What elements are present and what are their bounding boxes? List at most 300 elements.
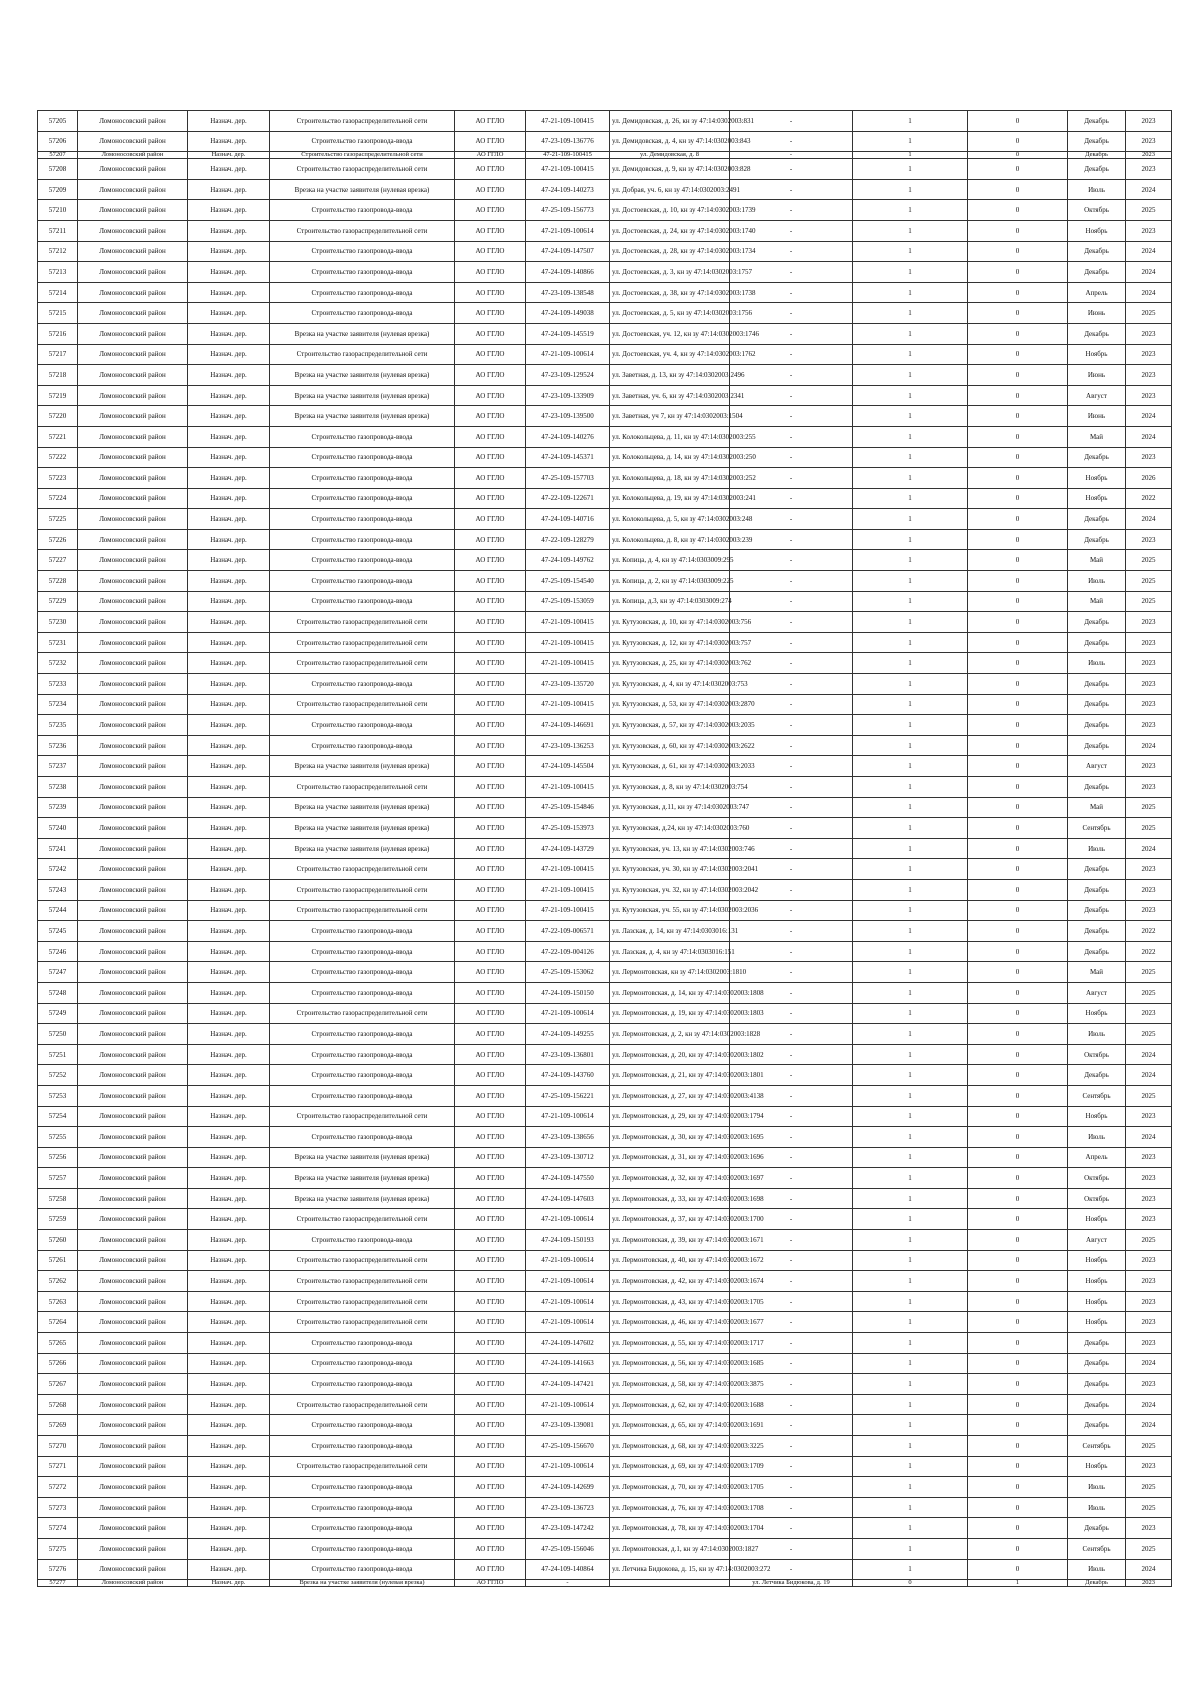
cell-count-with-cadastral: 1 <box>853 735 968 756</box>
cell-settlement: Назнач. дер. <box>188 344 270 365</box>
cell-year: 2023 <box>1126 220 1172 241</box>
cell-address-no-cadastral: - <box>730 1085 853 1106</box>
cell-work-type: Строительство газораспределительной сети <box>270 1271 455 1292</box>
cell-row-number: 57240 <box>38 818 78 839</box>
cell-district: Ломоносовский район <box>78 159 188 180</box>
cell-count-without-cadastral: 0 <box>968 426 1068 447</box>
cell-month: Ноябрь <box>1068 468 1126 489</box>
cell-organization: АО ГГЛО <box>455 509 526 530</box>
cell-settlement: Назнач. дер. <box>188 200 270 221</box>
cell-row-number: 57226 <box>38 529 78 550</box>
cell-year: 2024 <box>1126 241 1172 262</box>
cell-count-without-cadastral: 0 <box>968 303 1068 324</box>
cell-year: 2025 <box>1126 1538 1172 1559</box>
cell-settlement: Назнач. дер. <box>188 303 270 324</box>
cell-month: Декабрь <box>1068 509 1126 530</box>
cell-application-number: 47-24-109-145371 <box>526 447 610 468</box>
cell-work-type: Строительство газораспределительной сети <box>270 879 455 900</box>
cell-district: Ломоносовский район <box>78 1271 188 1292</box>
cell-count-with-cadastral: 1 <box>853 159 968 180</box>
cell-count-with-cadastral: 1 <box>853 921 968 942</box>
cell-address-no-cadastral: - <box>730 797 853 818</box>
table-row <box>38 344 1172 365</box>
cell-district: Ломоносовский район <box>78 344 188 365</box>
cell-address-no-cadastral: - <box>730 159 853 180</box>
cell-work-type: Врезка на участке заявителя (нулевая врезка) <box>270 818 455 839</box>
cell-count-without-cadastral: 0 <box>968 674 1068 695</box>
cell-count-without-cadastral: 0 <box>968 1374 1068 1395</box>
cell-month: Декабрь <box>1068 1394 1126 1415</box>
cell-work-type: Строительство газопровода-ввода <box>270 529 455 550</box>
cell-address-no-cadastral: - <box>730 1024 853 1045</box>
cell-count-without-cadastral: 0 <box>968 1147 1068 1168</box>
cell-count-without-cadastral: 0 <box>968 179 1068 200</box>
cell-organization: АО ГГЛО <box>455 1065 526 1086</box>
table-row <box>38 1044 1172 1065</box>
cell-district: Ломоносовский район <box>78 1147 188 1168</box>
cell-row-number: 57255 <box>38 1127 78 1148</box>
cell-count-with-cadastral: 1 <box>853 1333 968 1354</box>
cell-organization: АО ГГЛО <box>455 1497 526 1518</box>
cell-row-number: 57260 <box>38 1230 78 1251</box>
table-row <box>38 1168 1172 1189</box>
cell-settlement: Назнач. дер. <box>188 111 270 132</box>
table-row <box>38 1374 1172 1395</box>
cell-work-type: Строительство газопровода-ввода <box>270 674 455 695</box>
table-row <box>38 694 1172 715</box>
cell-row-number: 57207 <box>38 152 78 159</box>
cell-settlement: Назнач. дер. <box>188 756 270 777</box>
cell-application-number: 47-23-109-138656 <box>526 1127 610 1148</box>
cell-district: Ломоносовский район <box>78 1456 188 1477</box>
cell-count-with-cadastral: 1 <box>853 468 968 489</box>
cell-address-cadastral: ул. Копица, д.3, кн зу 47:14:0303009:274 <box>610 591 730 612</box>
table-row <box>38 323 1172 344</box>
cell-settlement: Назнач. дер. <box>188 385 270 406</box>
cell-settlement: Назнач. дер. <box>188 797 270 818</box>
cell-count-without-cadastral: 0 <box>968 159 1068 180</box>
cell-year: 2025 <box>1126 1024 1172 1045</box>
cell-year: 2023 <box>1126 1209 1172 1230</box>
cell-row-number: 57205 <box>38 111 78 132</box>
cell-work-type: Строительство газопровода-ввода <box>270 962 455 983</box>
cell-count-with-cadastral: 1 <box>853 982 968 1003</box>
cell-work-type: Строительство газопровода-ввода <box>270 1559 455 1580</box>
cell-count-with-cadastral: 1 <box>853 674 968 695</box>
cell-month: Декабрь <box>1068 241 1126 262</box>
cell-address-no-cadastral: - <box>730 1271 853 1292</box>
cell-count-with-cadastral: 1 <box>853 509 968 530</box>
cell-month: Июль <box>1068 1559 1126 1580</box>
cell-address-cadastral: ул. Копица, д. 2, кн зу 47:14:0303009:225 <box>610 571 730 592</box>
cell-application-number: 47-21-109-100415 <box>526 111 610 132</box>
cell-work-type: Строительство газораспределительной сети <box>270 344 455 365</box>
cell-settlement: Назнач. дер. <box>188 1518 270 1539</box>
table-row <box>38 488 1172 509</box>
cell-work-type: Врезка на участке заявителя (нулевая врезка) <box>270 756 455 777</box>
cell-row-number: 57264 <box>38 1312 78 1333</box>
cell-application-number: 47-23-109-130712 <box>526 1147 610 1168</box>
cell-application-number: 47-23-109-136801 <box>526 1044 610 1065</box>
cell-address-cadastral: ул. Кутузовская, д. 61, кн зу 47:14:0302003:2033 <box>610 756 730 777</box>
cell-settlement: Назнач. дер. <box>188 1168 270 1189</box>
cell-address-cadastral: ул. Демидовская, д. 4, кн зу 47:14:0302003:843 <box>610 131 730 152</box>
cell-row-number: 57241 <box>38 838 78 859</box>
cell-address-cadastral: ул. Лермонтовская, д. 37, кн зу 47:14:0302003:1700 <box>610 1209 730 1230</box>
cell-district: Ломоносовский район <box>78 323 188 344</box>
cell-organization: АО ГГЛО <box>455 1127 526 1148</box>
cell-count-without-cadastral: 0 <box>968 1230 1068 1251</box>
cell-organization: АО ГГЛО <box>455 1518 526 1539</box>
cell-address-no-cadastral: - <box>730 694 853 715</box>
cell-organization: АО ГГЛО <box>455 550 526 571</box>
cell-count-with-cadastral: 1 <box>853 962 968 983</box>
cell-month: Декабрь <box>1068 674 1126 695</box>
cell-year: 2025 <box>1126 1477 1172 1498</box>
cell-district: Ломоносовский район <box>78 1209 188 1230</box>
table-row <box>38 1312 1172 1333</box>
cell-count-without-cadastral: 0 <box>968 385 1068 406</box>
cell-count-without-cadastral: 0 <box>968 365 1068 386</box>
cell-address-no-cadastral: - <box>730 1147 853 1168</box>
cell-count-without-cadastral: 0 <box>968 1291 1068 1312</box>
cell-year: 2023 <box>1126 1456 1172 1477</box>
table-row <box>38 756 1172 777</box>
cell-application-number: 47-23-109-133909 <box>526 385 610 406</box>
cell-organization: АО ГГЛО <box>455 735 526 756</box>
cell-year: 2023 <box>1126 1147 1172 1168</box>
cell-row-number: 57227 <box>38 550 78 571</box>
cell-application-number: 47-22-109-006571 <box>526 921 610 942</box>
cell-settlement: Назнач. дер. <box>188 1147 270 1168</box>
cell-month: Декабрь <box>1068 715 1126 736</box>
table-row <box>38 1127 1172 1148</box>
cell-district: Ломоносовский район <box>78 900 188 921</box>
table-row <box>38 735 1172 756</box>
cell-application-number: 47-22-109-004126 <box>526 941 610 962</box>
cell-count-with-cadastral: 1 <box>853 900 968 921</box>
cell-count-without-cadastral: 1 <box>968 1580 1068 1587</box>
cell-application-number: 47-21-109-100614 <box>526 1456 610 1477</box>
cell-address-no-cadastral: - <box>730 1312 853 1333</box>
cell-count-with-cadastral: 1 <box>853 282 968 303</box>
cell-address-no-cadastral: - <box>730 323 853 344</box>
cell-address-no-cadastral: - <box>730 1044 853 1065</box>
cell-count-without-cadastral: 0 <box>968 447 1068 468</box>
cell-count-without-cadastral: 0 <box>968 1271 1068 1292</box>
cell-count-with-cadastral: 1 <box>853 612 968 633</box>
cell-work-type: Строительство газопровода-ввода <box>270 1374 455 1395</box>
cell-year: 2024 <box>1126 262 1172 283</box>
cell-settlement: Назнач. дер. <box>188 632 270 653</box>
cell-month: Сентябрь <box>1068 818 1126 839</box>
cell-month: Июль <box>1068 653 1126 674</box>
cell-application-number: 47-24-109-150193 <box>526 1230 610 1251</box>
cell-address-cadastral: ул. Достоевская, д. 10, кн зу 47:14:0302003:1739 <box>610 200 730 221</box>
cell-settlement: Назнач. дер. <box>188 777 270 798</box>
cell-address-cadastral: ул. Копица, д. 4, кн зу 47:14:0303009:295 <box>610 550 730 571</box>
cell-application-number: 47-24-109-147550 <box>526 1168 610 1189</box>
cell-address-no-cadastral: - <box>730 1415 853 1436</box>
cell-address-no-cadastral: - <box>730 756 853 777</box>
cell-row-number: 57221 <box>38 426 78 447</box>
cell-count-with-cadastral: 1 <box>853 1312 968 1333</box>
cell-address-cadastral: ул. Кутузовская, уч. 32, кн зу 47:14:0302003:2042 <box>610 879 730 900</box>
cell-application-number: 47-25-109-156773 <box>526 200 610 221</box>
cell-work-type: Врезка на участке заявителя (нулевая врезка) <box>270 406 455 427</box>
cell-count-with-cadastral: 1 <box>853 131 968 152</box>
table-row <box>38 262 1172 283</box>
table-row <box>38 1353 1172 1374</box>
cell-row-number: 57210 <box>38 200 78 221</box>
cell-address-no-cadastral: - <box>730 838 853 859</box>
cell-application-number: 47-21-109-100614 <box>526 1291 610 1312</box>
cell-organization: АО ГГЛО <box>455 365 526 386</box>
cell-application-number: 47-24-109-147603 <box>526 1188 610 1209</box>
cell-year: 2025 <box>1126 550 1172 571</box>
cell-address-no-cadastral: - <box>730 962 853 983</box>
cell-organization: АО ГГЛО <box>455 818 526 839</box>
cell-work-type: Строительство газопровода-ввода <box>270 1415 455 1436</box>
cell-count-without-cadastral: 0 <box>968 838 1068 859</box>
table-row <box>38 241 1172 262</box>
cell-month: Декабрь <box>1068 1065 1126 1086</box>
cell-organization: АО ГГЛО <box>455 1044 526 1065</box>
cell-application-number: 47-24-109-149762 <box>526 550 610 571</box>
table-row <box>38 1250 1172 1271</box>
cell-application-number: 47-21-109-100415 <box>526 777 610 798</box>
cell-month: Ноябрь <box>1068 220 1126 241</box>
cell-address-no-cadastral: - <box>730 1127 853 1148</box>
cell-settlement: Назнач. дер. <box>188 1024 270 1045</box>
cell-settlement: Назнач. дер. <box>188 220 270 241</box>
table-row <box>38 1271 1172 1292</box>
cell-address-cadastral: ул. Достоевская, д. 3, кн зу 47:14:0302003:1757 <box>610 262 730 283</box>
cell-work-type: Строительство газопровода-ввода <box>270 1497 455 1518</box>
cell-count-without-cadastral: 0 <box>968 900 1068 921</box>
cell-work-type: Строительство газораспределительной сети <box>270 632 455 653</box>
cell-organization: АО ГГЛО <box>455 962 526 983</box>
cell-row-number: 57243 <box>38 879 78 900</box>
cell-address-cadastral: ул. Достоевская, д. 24, кн зу 47:14:0302003:1740 <box>610 220 730 241</box>
cell-row-number: 57268 <box>38 1394 78 1415</box>
cell-organization: АО ГГЛО <box>455 982 526 1003</box>
cell-application-number: 47-23-109-139081 <box>526 1415 610 1436</box>
cell-organization: АО ГГЛО <box>455 1024 526 1045</box>
cell-address-cadastral: ул. Лермонтовская, д. 31, кн зу 47:14:0302003:1696 <box>610 1147 730 1168</box>
cell-organization: АО ГГЛО <box>455 1415 526 1436</box>
cell-count-with-cadastral: 1 <box>853 179 968 200</box>
cell-count-with-cadastral: 1 <box>853 838 968 859</box>
cell-settlement: Назнач. дер. <box>188 962 270 983</box>
table-row <box>38 632 1172 653</box>
cell-count-with-cadastral: 1 <box>853 1106 968 1127</box>
table-row <box>38 111 1172 132</box>
cell-row-number: 57277 <box>38 1580 78 1587</box>
cell-count-with-cadastral: 1 <box>853 1394 968 1415</box>
cell-organization: АО ГГЛО <box>455 131 526 152</box>
table-row <box>38 1024 1172 1045</box>
cell-work-type: Строительство газопровода-ввода <box>270 591 455 612</box>
cell-month: Ноябрь <box>1068 1271 1126 1292</box>
cell-organization: АО ГГЛО <box>455 591 526 612</box>
cell-address-no-cadastral: - <box>730 1291 853 1312</box>
cell-settlement: Назнач. дер. <box>188 1559 270 1580</box>
cell-month: Декабрь <box>1068 632 1126 653</box>
cell-organization: АО ГГЛО <box>455 406 526 427</box>
table-row <box>38 1333 1172 1354</box>
cell-count-without-cadastral: 0 <box>968 220 1068 241</box>
cell-year: 2025 <box>1126 200 1172 221</box>
cell-month: Ноябрь <box>1068 1250 1126 1271</box>
table-row <box>38 1147 1172 1168</box>
cell-address-no-cadastral: - <box>730 529 853 550</box>
cell-address-cadastral: ул. Кутузовская, д. 4, кн зу 47:14:0302003:753 <box>610 674 730 695</box>
cell-month: Декабрь <box>1068 323 1126 344</box>
cell-address-no-cadastral: - <box>730 111 853 132</box>
cell-address-cadastral: ул. Лермонтовская, кн зу 47:14:0302003:1810 <box>610 962 730 983</box>
cell-year: 2023 <box>1126 1312 1172 1333</box>
cell-address-cadastral: ул. Лермонтовская, д. 14, кн зу 47:14:0302003:1808 <box>610 982 730 1003</box>
cell-count-with-cadastral: 1 <box>853 303 968 324</box>
cell-application-number: 47-23-109-136723 <box>526 1497 610 1518</box>
cell-district: Ломоносовский район <box>78 488 188 509</box>
cell-count-with-cadastral: 1 <box>853 426 968 447</box>
cell-address-cadastral: ул. Кутузовская, уч. 13, кн зу 47:14:0302003:746 <box>610 838 730 859</box>
cell-row-number: 57263 <box>38 1291 78 1312</box>
cell-count-without-cadastral: 0 <box>968 1394 1068 1415</box>
cell-address-no-cadastral: - <box>730 735 853 756</box>
cell-count-with-cadastral: 1 <box>853 1024 968 1045</box>
cell-address-no-cadastral: - <box>730 1436 853 1457</box>
cell-count-with-cadastral: 1 <box>853 488 968 509</box>
cell-settlement: Назнач. дер. <box>188 282 270 303</box>
table-row <box>38 1538 1172 1559</box>
cell-address-cadastral: ул. Кутузовская, д. 60, кн зу 47:14:0302003:2622 <box>610 735 730 756</box>
table-row <box>38 612 1172 633</box>
cell-row-number: 57209 <box>38 179 78 200</box>
cell-district: Ломоносовский район <box>78 756 188 777</box>
cell-count-with-cadastral: 1 <box>853 1456 968 1477</box>
cell-address-cadastral: ул. Колокольцева, д. 14, кн зу 47:14:0302003:250 <box>610 447 730 468</box>
cell-month: Декабрь <box>1068 694 1126 715</box>
cell-district: Ломоносовский район <box>78 715 188 736</box>
cell-year: 2023 <box>1126 529 1172 550</box>
cell-address-no-cadastral: - <box>730 1518 853 1539</box>
cell-district: Ломоносовский район <box>78 200 188 221</box>
cell-month: Декабрь <box>1068 159 1126 180</box>
table-row <box>38 962 1172 983</box>
cell-work-type: Строительство газопровода-ввода <box>270 1024 455 1045</box>
cell-row-number: 57223 <box>38 468 78 489</box>
cell-count-without-cadastral: 0 <box>968 152 1068 159</box>
cell-address-no-cadastral: - <box>730 385 853 406</box>
cell-count-with-cadastral: 0 <box>853 1580 968 1587</box>
cell-count-with-cadastral: 1 <box>853 694 968 715</box>
cell-organization: АО ГГЛО <box>455 529 526 550</box>
cell-application-number: 47-21-109-100614 <box>526 220 610 241</box>
cell-application-number: 47-23-109-136253 <box>526 735 610 756</box>
cell-count-with-cadastral: 1 <box>853 262 968 283</box>
cell-count-with-cadastral: 1 <box>853 1188 968 1209</box>
cell-year: 2023 <box>1126 152 1172 159</box>
cell-address-no-cadastral: - <box>730 262 853 283</box>
cell-organization: АО ГГЛО <box>455 1168 526 1189</box>
cell-work-type: Врезка на участке заявителя (нулевая врезка) <box>270 179 455 200</box>
cell-district: Ломоносовский район <box>78 1003 188 1024</box>
cell-year: 2023 <box>1126 756 1172 777</box>
table-body <box>38 111 1172 1587</box>
cell-application-number: 47-21-109-100415 <box>526 879 610 900</box>
cell-address-cadastral: ул. Кутузовская, д. 10, кн зу 47:14:0302003:756 <box>610 612 730 633</box>
cell-month: Декабрь <box>1068 921 1126 942</box>
cell-year: 2023 <box>1126 447 1172 468</box>
cell-year: 2024 <box>1126 282 1172 303</box>
cell-application-number: 47-21-109-100614 <box>526 344 610 365</box>
cell-work-type: Строительство газораспределительной сети <box>270 111 455 132</box>
cell-count-without-cadastral: 0 <box>968 1085 1068 1106</box>
cell-row-number: 57211 <box>38 220 78 241</box>
cell-address-cadastral: ул. Лермонтовская, д. 55, кн зу 47:14:0302003:1717 <box>610 1333 730 1354</box>
cell-row-number: 57237 <box>38 756 78 777</box>
cell-count-without-cadastral: 0 <box>968 859 1068 880</box>
cell-work-type: Строительство газопровода-ввода <box>270 1127 455 1148</box>
cell-count-with-cadastral: 1 <box>853 1518 968 1539</box>
cell-row-number: 57252 <box>38 1065 78 1086</box>
cell-row-number: 57235 <box>38 715 78 736</box>
cell-district: Ломоносовский район <box>78 1312 188 1333</box>
table-row <box>38 571 1172 592</box>
cell-month: Ноябрь <box>1068 1003 1126 1024</box>
cell-count-with-cadastral: 1 <box>853 200 968 221</box>
cell-row-number: 57212 <box>38 241 78 262</box>
cell-application-number: 47-24-109-147507 <box>526 241 610 262</box>
cell-year: 2023 <box>1126 777 1172 798</box>
cell-work-type: Строительство газораспределительной сети <box>270 777 455 798</box>
cell-count-without-cadastral: 0 <box>968 488 1068 509</box>
cell-count-without-cadastral: 0 <box>968 111 1068 132</box>
cell-row-number: 57254 <box>38 1106 78 1127</box>
cell-month: Декабрь <box>1068 131 1126 152</box>
cell-count-with-cadastral: 1 <box>853 715 968 736</box>
cell-application-number: 47-21-109-100614 <box>526 1209 610 1230</box>
cell-work-type: Врезка на участке заявителя (нулевая врезка) <box>270 1188 455 1209</box>
cell-year: 2024 <box>1126 1394 1172 1415</box>
cell-application-number: 47-24-109-147602 <box>526 1333 610 1354</box>
cell-district: Ломоносовский район <box>78 220 188 241</box>
cell-settlement: Назнач. дер. <box>188 488 270 509</box>
table-row <box>38 447 1172 468</box>
cell-application-number: 47-24-109-140866 <box>526 262 610 283</box>
cell-year: 2024 <box>1126 1065 1172 1086</box>
cell-address-cadastral: ул. Лермонтовская, д. 70, кн зу 47:14:0302003:1705 <box>610 1477 730 1498</box>
cell-address-cadastral: ул. Заветная, д. 13, кн зу 47:14:0302003:2496 <box>610 365 730 386</box>
cell-district: Ломоносовский район <box>78 632 188 653</box>
cell-month: Ноябрь <box>1068 1106 1126 1127</box>
cell-application-number: 47-21-109-100614 <box>526 1271 610 1292</box>
cell-count-with-cadastral: 1 <box>853 653 968 674</box>
cell-organization: АО ГГЛО <box>455 694 526 715</box>
cell-address-no-cadastral: - <box>730 571 853 592</box>
cell-settlement: Назнач. дер. <box>188 468 270 489</box>
cell-row-number: 57256 <box>38 1147 78 1168</box>
table-row <box>38 941 1172 962</box>
cell-year: 2025 <box>1126 303 1172 324</box>
cell-settlement: Назнач. дер. <box>188 1106 270 1127</box>
cell-year: 2025 <box>1126 571 1172 592</box>
cell-address-cadastral: ул. Заветная, уч. 6, кн зу 47:14:0302003:2341 <box>610 385 730 406</box>
cell-month: Ноябрь <box>1068 1209 1126 1230</box>
